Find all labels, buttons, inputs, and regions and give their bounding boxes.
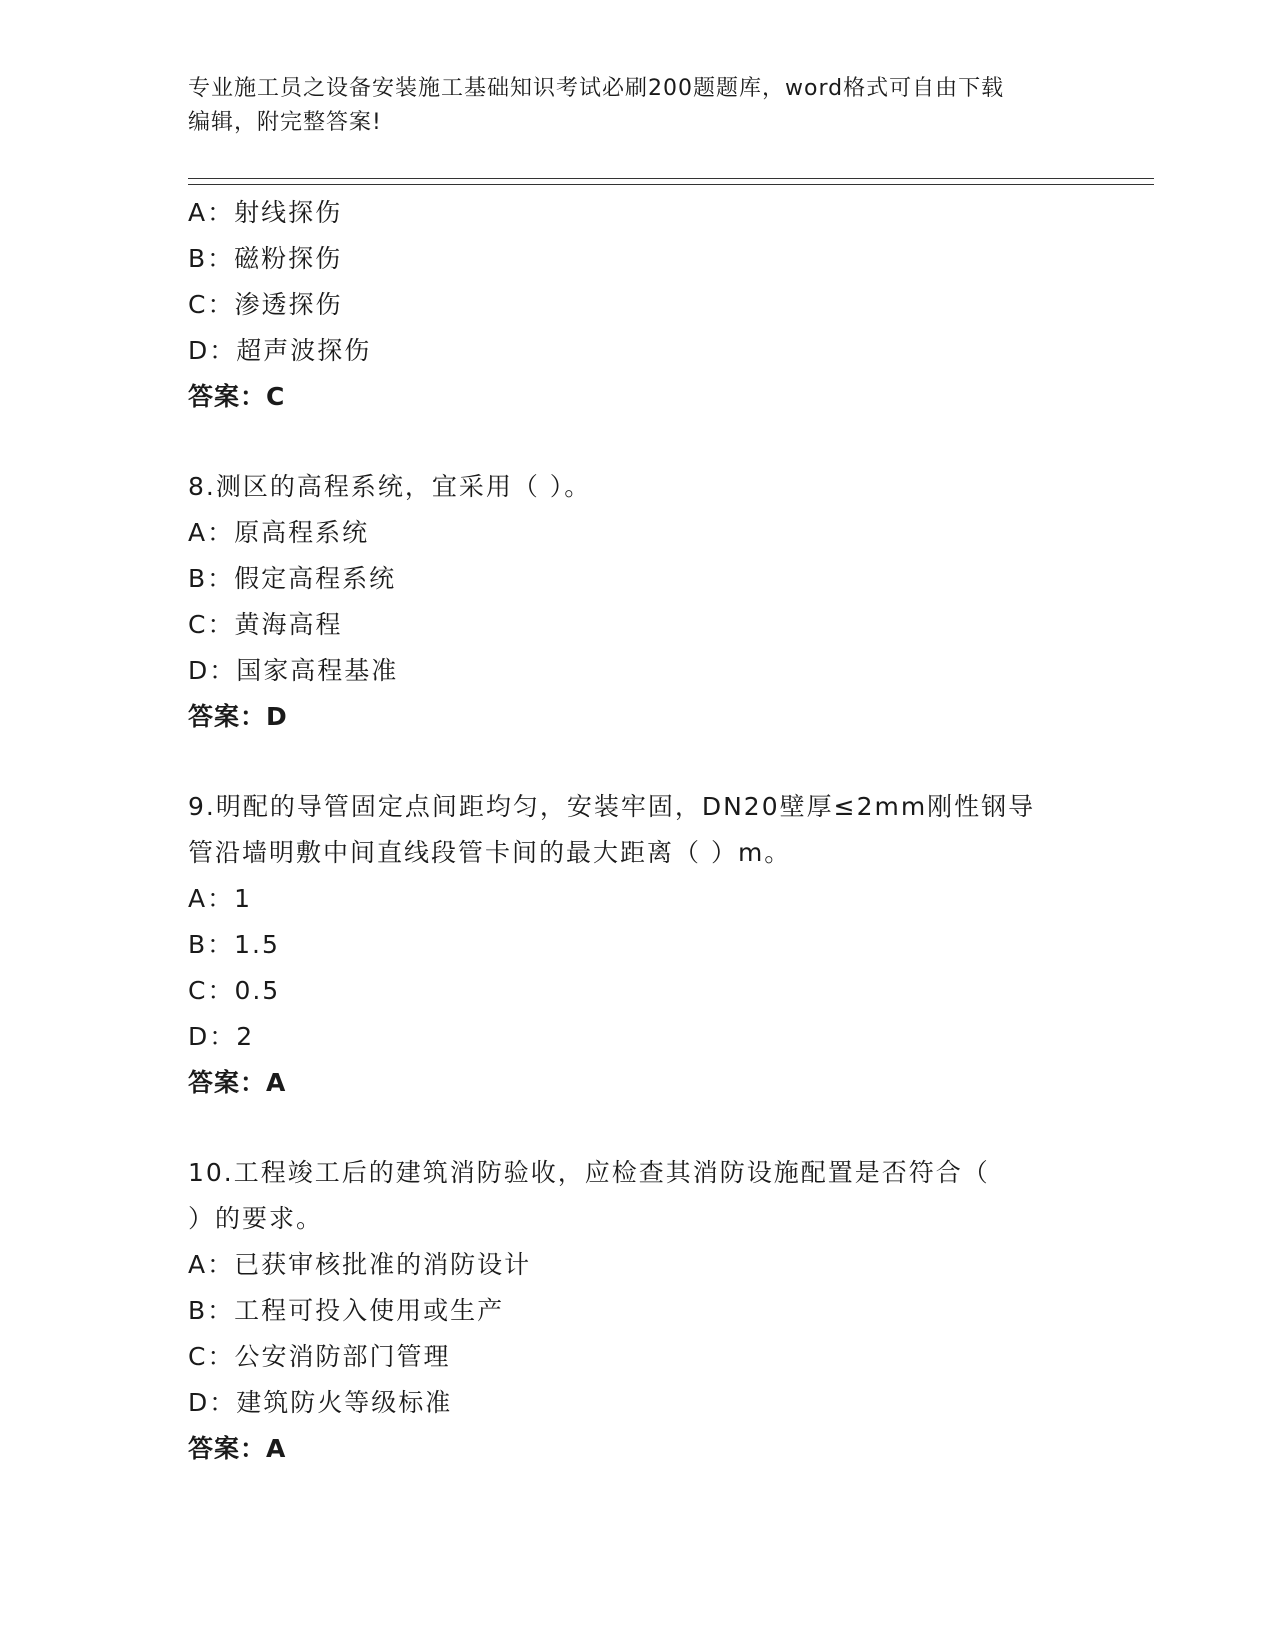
option-b: B：工程可投入使用或生产 bbox=[188, 1296, 505, 1325]
question-list bbox=[188, 190, 1088, 1472]
option-a: A：射线探伤 bbox=[188, 198, 343, 227]
answer: 答案：C bbox=[188, 382, 286, 411]
option-a: A：原高程系统 bbox=[188, 518, 370, 547]
document-header bbox=[188, 72, 1088, 140]
option-c: C：公安消防部门管理 bbox=[188, 1342, 451, 1371]
answer: 答案：A bbox=[188, 1068, 287, 1097]
spacer bbox=[188, 420, 1088, 464]
question-stem-line-2: 管沿墙明敷中间直线段管卡间的最大距离（ ）m。 bbox=[188, 838, 792, 867]
answer: 答案：A bbox=[188, 1434, 287, 1463]
option-b: B：磁粉探伤 bbox=[188, 244, 343, 273]
question-10 bbox=[188, 1150, 1088, 1472]
question-stem: 8.测区的高程系统，宜采用（ ）。 bbox=[188, 472, 592, 501]
option-a: A：已获审核批准的消防设计 bbox=[188, 1250, 532, 1279]
answer: 答案：D bbox=[188, 702, 288, 731]
option-d: D：超声波探伤 bbox=[188, 336, 372, 365]
option-a: A：1 bbox=[188, 884, 253, 913]
question-stem-line-2: ）的要求。 bbox=[188, 1204, 324, 1233]
question-8 bbox=[188, 464, 1088, 740]
spacer bbox=[188, 740, 1088, 784]
question-stem-line-1: 10.工程竣工后的建筑消防验收，应检查其消防设施配置是否符合（ bbox=[188, 1158, 990, 1187]
header-line-1: 专业施工员之设备安装施工基础知识考试必刷200题题库，word格式可自由下载 bbox=[188, 76, 1005, 101]
option-b: B：1.5 bbox=[188, 930, 280, 959]
option-c: C：渗透探伤 bbox=[188, 290, 343, 319]
option-d: D：国家高程基准 bbox=[188, 656, 399, 685]
header-line-2: 编辑，附完整答案! bbox=[188, 110, 382, 135]
question-stem-line-1: 9.明配的导管固定点间距均匀，安装牢固，DN20壁厚≤2mm刚性钢导 bbox=[188, 792, 1036, 821]
option-c: C：0.5 bbox=[188, 976, 281, 1005]
option-c: C：黄海高程 bbox=[188, 610, 343, 639]
question-7 bbox=[188, 190, 1088, 420]
spacer bbox=[188, 1106, 1088, 1150]
option-d: D：2 bbox=[188, 1022, 255, 1051]
option-b: B：假定高程系统 bbox=[188, 564, 397, 593]
option-d: D：建筑防火等级标准 bbox=[188, 1388, 453, 1417]
question-9 bbox=[188, 784, 1088, 1106]
header-divider bbox=[188, 178, 1154, 185]
